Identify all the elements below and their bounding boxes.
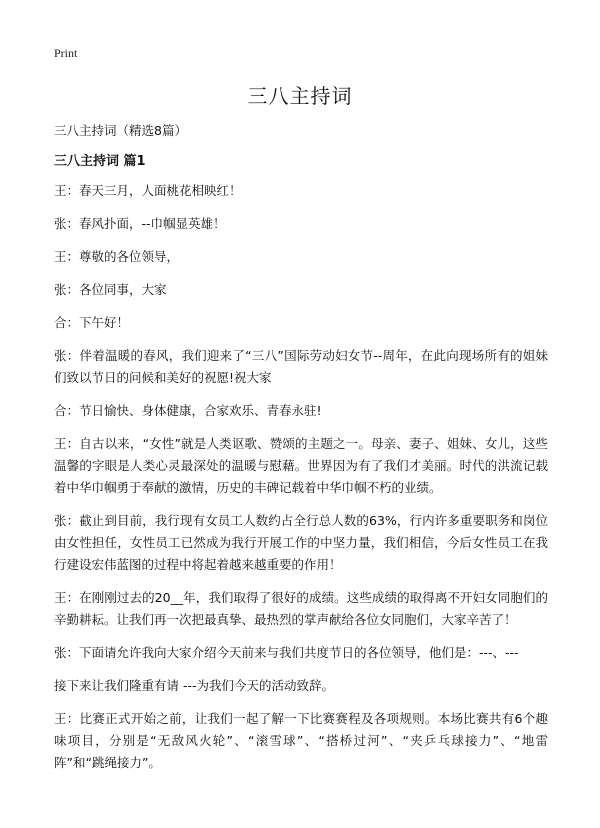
paragraph: 张：下面请允许我向大家介绍今天前来与我们共度节日的各位领导，他们是：---、--- — [54, 645, 519, 660]
paragraph: 王：尊敬的各位领导， — [54, 249, 180, 264]
paragraph: 王：比赛正式开始之前，让我们一起了解一下比赛赛程及各项规则。本场比赛共有6个趣味项目，分别是“无敌风火轮”、“滚雪球”、“搭桥过河”、“夹乒乓球接力”、“地雷阵”和“跳绳接力”。 — [54, 711, 548, 770]
paragraph: 王：在刚刚过去的20__年，我们取得了很好的成绩。这些成绩的取得离不开妇女同胞们的辛勤耕耘。让我们再一次把最真挚、最热烈的掌声献给各位女同胞们，大家辛苦了！ — [54, 590, 548, 627]
page-title: 三八主持词 — [247, 84, 353, 108]
paragraph: 王：自古以来，“女性”就是人类讴歌、赞颂的主题之一。母亲、妻子、姐妹、女儿，这些温馨的字眼是人类心灵最深处的温暖与慰藉。世界因为有了我们才美丽。时代的洪流记载着中华巾帼勇于奉献的激情，历史的丰碑记载着中华巾帼不朽的业绩。 — [54, 436, 548, 495]
paragraph: 接下来让我们隆重有请 ---为我们今天的活动致辞。 — [54, 678, 335, 693]
document-subtitle: 三八主持词（精选8篇） — [54, 123, 187, 138]
section-heading: 三八主持词 篇1 — [54, 154, 146, 169]
paragraph: 王：春天三月，人面桃花相映红！ — [54, 183, 242, 198]
paragraph: 张：伴着温暖的春风，我们迎来了“三八”国际劳动妇女节--周年，在此向现场所有的姐妹们致以节日的问候和美好的祝愿!祝大家 — [54, 348, 548, 385]
paragraph: 张：各位同事，大家 — [54, 282, 167, 297]
print-link[interactable]: Print — [54, 46, 78, 60]
paragraph: 合：下午好！ — [54, 315, 130, 330]
document-body — [54, 180, 548, 785]
paragraph: 张：春风扑面，--巾帼显英雄！ — [54, 216, 226, 231]
paragraph: 张：截止到目前，我行现有女员工人数约占全行总人数的63%，行内许多重要职务和岗位由女性担任，女性员工已然成为我行开展工作的中坚力量，我们相信，今后女性员工在我行建设宏伟蓝图的过程中将起着越来越重要的作用！ — [54, 513, 548, 572]
paragraph: 合：节日愉快、身体健康，合家欢乐、青春永驻! — [54, 403, 322, 418]
